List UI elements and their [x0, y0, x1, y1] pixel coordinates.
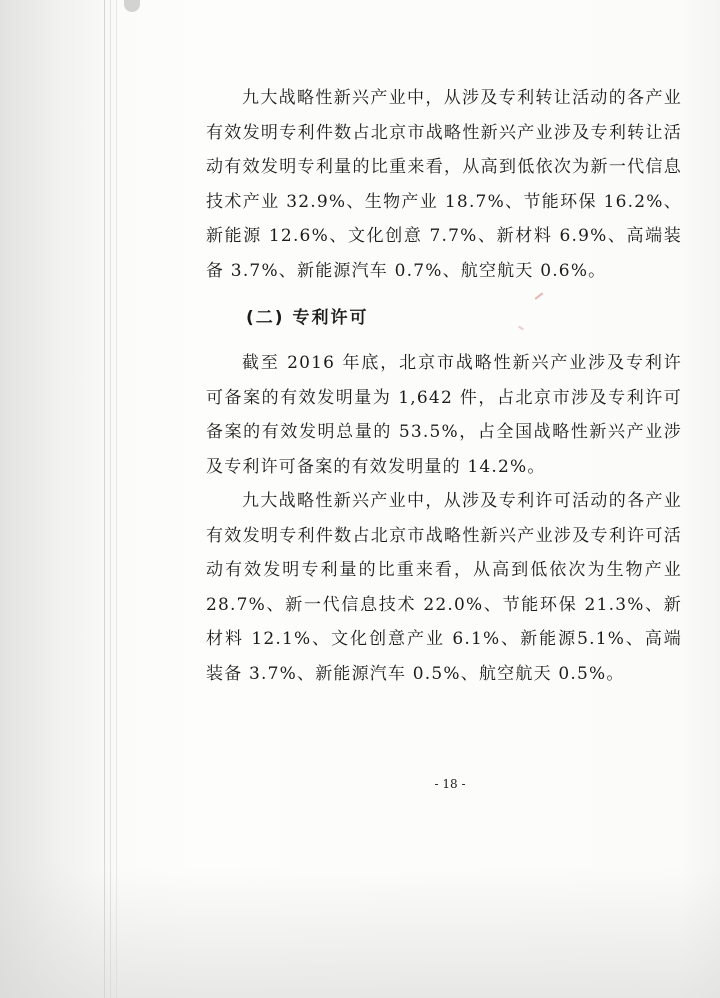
paragraph-license-ranking: 九大战略性新兴产业中，从涉及专利许可活动的各产业有效发明专利件数占北京市战略性新兴产业涉及专利许可活动有效发明专利量的比重来看，从高到低依次为生物产业 28.7%、新一代信息技术 22.0%、节能环保 21.3%、新材料 12.1%、文化创意产业 6.1%、新能源5.1%、高端装备 3.7%、新能源汽车 0.5%、航空航天 0.5%。: [206, 491, 682, 684]
ink-mark: [518, 326, 524, 331]
ink-mark: [534, 292, 543, 300]
page-number: - 18 -: [434, 777, 466, 791]
paragraph-license-overview: 截至 2016 年底，北京市战略性新兴产业涉及专利许可备案的有效发明量为 1,642 件，占北京市涉及专利许可备案的有效发明总量的 53.5%，占全国战略性新兴产业涉及专利许可备案的有效发明量的 14.2%。: [206, 353, 682, 477]
binding-edge-line: [116, 0, 117, 998]
paragraph-transfer-ranking: 九大战略性新兴产业中，从涉及专利转让活动的各产业有效发明专利件数占北京市战略性新兴产业涉及专利转让活动有效发明专利量的比重来看，从高到低依次为新一代信息技术产业 32.9%、生物产业 18.7%、节能环保 16.2%、新能源 12.6%、文化创意 7.7%、新材料 6.9%、高端装备 3.7%、新能源汽车 0.7%、航空航天 0.6%。: [206, 88, 682, 281]
binding-edge-line: [110, 0, 111, 998]
section-heading-patent-license: (二) 专利许可: [246, 308, 369, 328]
binding-notch: [124, 0, 140, 12]
scan-shadow: [0, 868, 720, 998]
binding-edge-line: [104, 0, 105, 998]
